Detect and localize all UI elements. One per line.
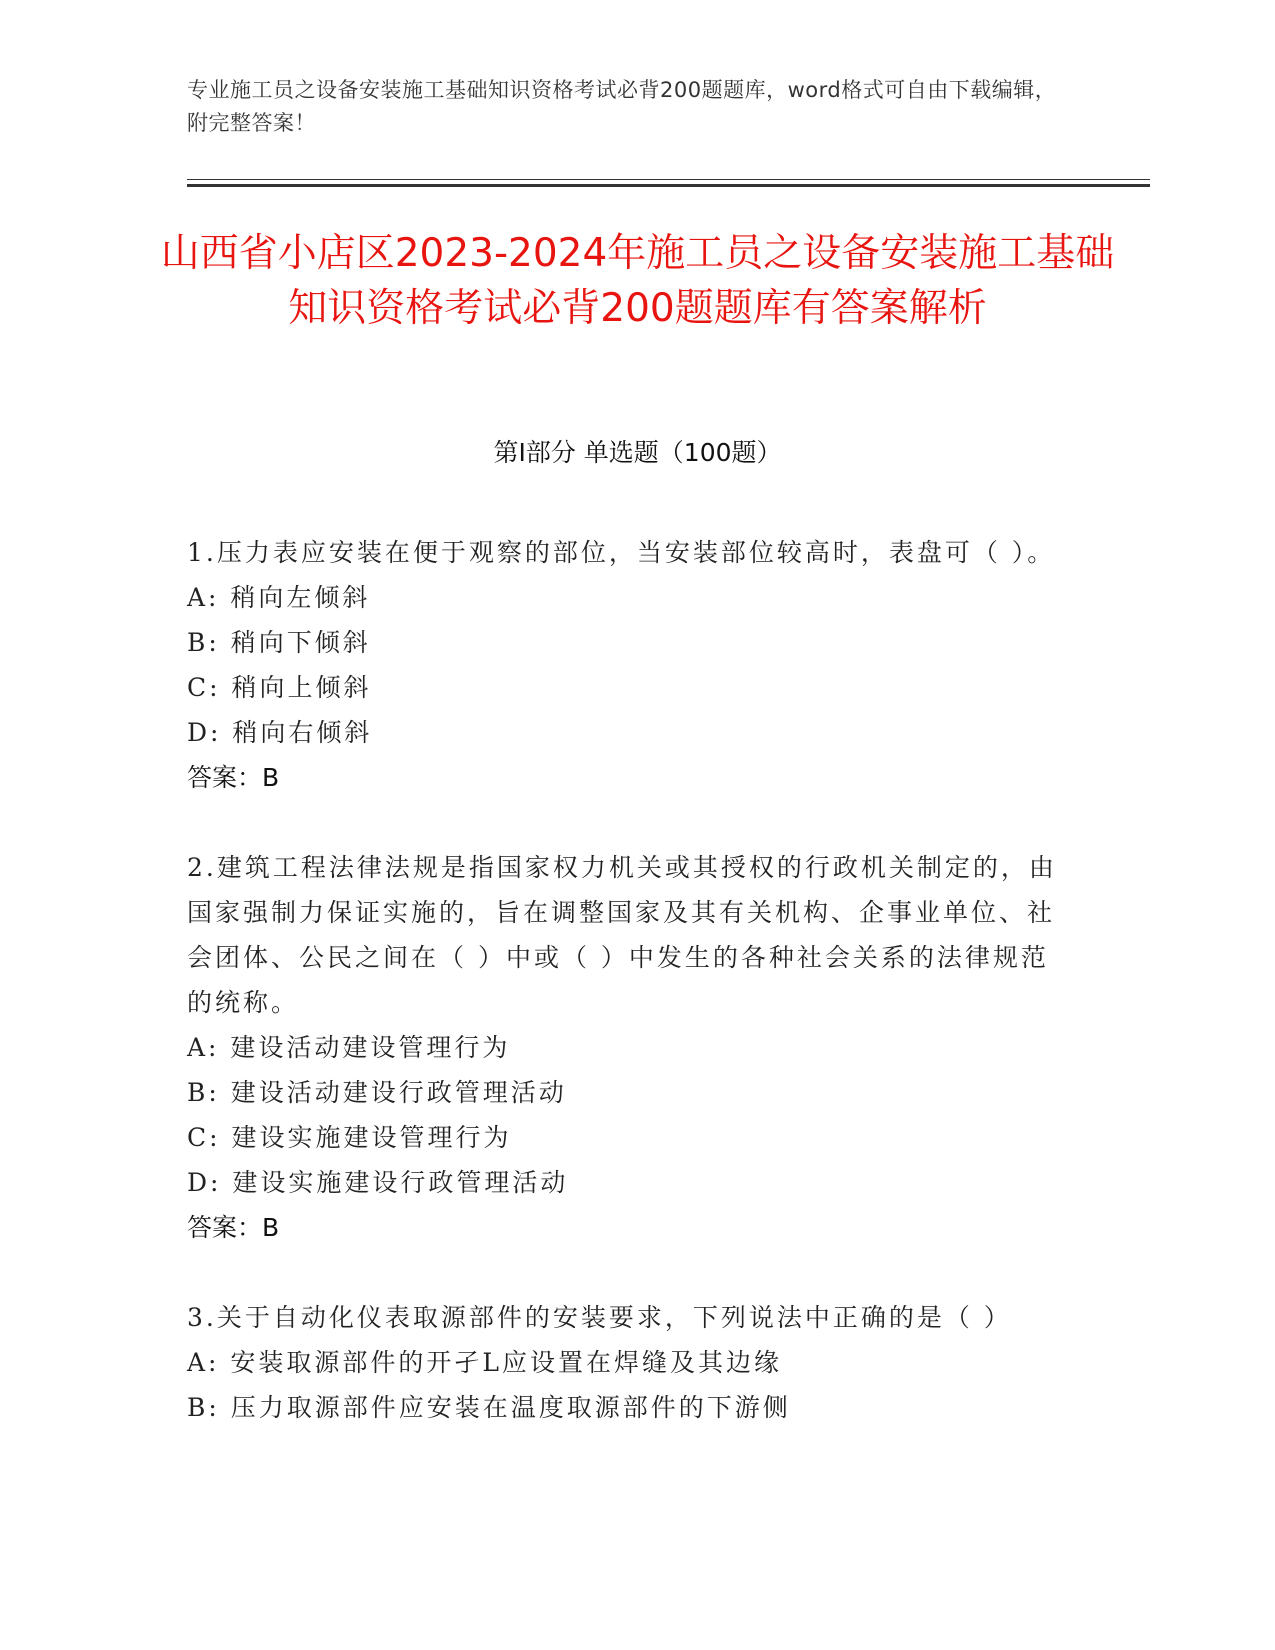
- question-3: [187, 1295, 1067, 1430]
- option-d: D: 建设实施建设行政管理活动: [187, 1168, 569, 1197]
- question-2: [187, 845, 1067, 1250]
- answer-label: 答案：B: [187, 1213, 280, 1242]
- option-d: D: 稍向右倾斜: [187, 718, 373, 747]
- option-a: A: 安装取源部件的开孑L应设置在焊缝及其边缘: [187, 1348, 783, 1377]
- question-1: [187, 530, 1067, 800]
- section-heading: 第Ⅰ部分 单选题（100题）: [493, 438, 782, 467]
- option-c: C: 稍向上倾斜: [187, 673, 372, 702]
- header-divider-thick: [187, 184, 1150, 187]
- question-stem: 1.压力表应安装在便于观察的部位，当安装部位较高时，表盘可（ ）。: [187, 538, 1056, 567]
- option-b: B: 建设活动建设行政管理活动: [187, 1078, 567, 1107]
- question-stem: 3.关于自动化仪表取源部件的安装要求，下列说法中正确的是（ ）: [187, 1303, 1012, 1332]
- answer-label: 答案：B: [187, 763, 280, 792]
- question-stem: 2.建筑工程法律法规是指国家权力机关或其授权的行政机关制定的，由国家强制力保证实施的，旨在调整国家及其有关机构、企事业单位、社会团体、公民之间在（ ）中或（ ）中发生的各种社会关系的法律规范的统称。: [187, 853, 1057, 1017]
- option-a: A: 建设活动建设管理行为: [187, 1033, 511, 1062]
- option-b: B: 压力取源部件应安装在温度取源部件的下游侧: [187, 1393, 791, 1422]
- header-divider-thin: [187, 179, 1150, 180]
- option-a: A: 稍向左倾斜: [187, 583, 371, 612]
- option-b: B: 稍向下倾斜: [187, 628, 371, 657]
- document-title: 山西省小店区2023-2024年施工员之设备安装施工基础知识资格考试必背200题题库有答案解析: [160, 231, 1115, 331]
- header-note: 专业施工员之设备安装施工基础知识资格考试必背200题题库，word格式可自由下载编辑，附完整答案！: [187, 78, 1057, 135]
- option-c: C: 建设实施建设管理行为: [187, 1123, 512, 1152]
- question-list: [187, 530, 1067, 1475]
